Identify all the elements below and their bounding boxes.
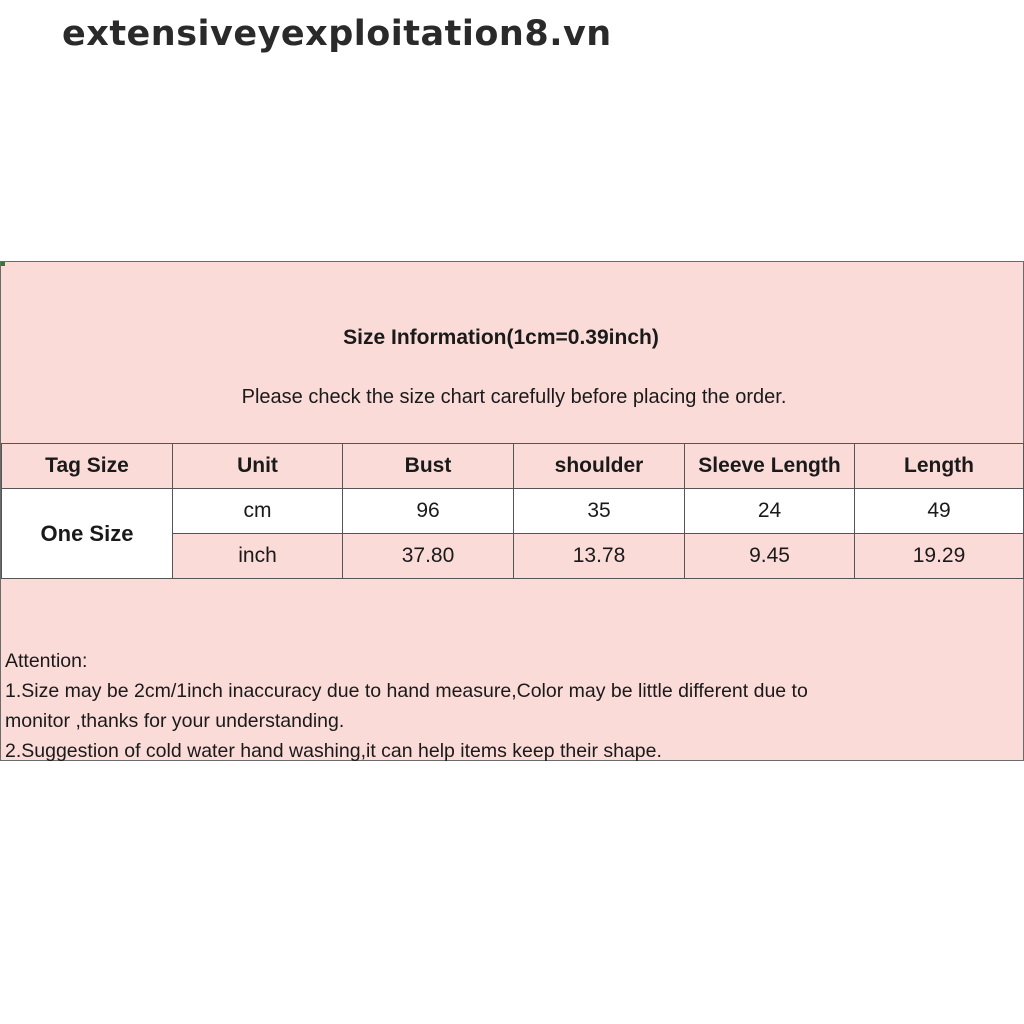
table-header-row <box>2 444 1024 489</box>
tag-size-cell: One Size <box>2 489 173 579</box>
attention-line: 2.Suggestion of cold water hand washing,it can help items keep their shape. <box>5 740 662 762</box>
sleeve-length-cell: 9.45 <box>685 534 855 579</box>
size-chart-sheet <box>0 261 1024 761</box>
attention-heading: Attention: <box>5 650 88 672</box>
unit-cell: cm <box>173 489 343 534</box>
shoulder-cell: 35 <box>514 489 685 534</box>
header-shoulder: shoulder <box>514 444 685 489</box>
length-cell: 49 <box>855 489 1024 534</box>
watermark-text: extensiveyexploitation8.vn <box>62 14 612 54</box>
header-sleeve-length: Sleeve Length <box>685 444 855 489</box>
size-table <box>1 443 1024 579</box>
corner-marker <box>1 262 5 266</box>
attention-notes <box>5 646 1017 766</box>
header-tag-size: Tag Size <box>2 444 173 489</box>
size-info-subtitle: Please check the size chart carefully before placing the order. <box>241 386 787 408</box>
bust-cell: 96 <box>343 489 514 534</box>
bust-cell: 37.80 <box>343 534 514 579</box>
unit-cell: inch <box>173 534 343 579</box>
attention-line: 1.Size may be 2cm/1inch inaccuracy due to hand measure,Color may be little different due to <box>5 680 808 702</box>
header-unit: Unit <box>173 444 343 489</box>
header-length: Length <box>855 444 1024 489</box>
shoulder-cell: 13.78 <box>514 534 685 579</box>
length-cell: 19.29 <box>855 534 1024 579</box>
table-row <box>2 489 1024 534</box>
attention-line: monitor ,thanks for your understanding. <box>5 710 345 732</box>
sleeve-length-cell: 24 <box>685 489 855 534</box>
header-bust: Bust <box>343 444 514 489</box>
size-info-title: Size Information(1cm=0.39inch) <box>343 326 659 349</box>
